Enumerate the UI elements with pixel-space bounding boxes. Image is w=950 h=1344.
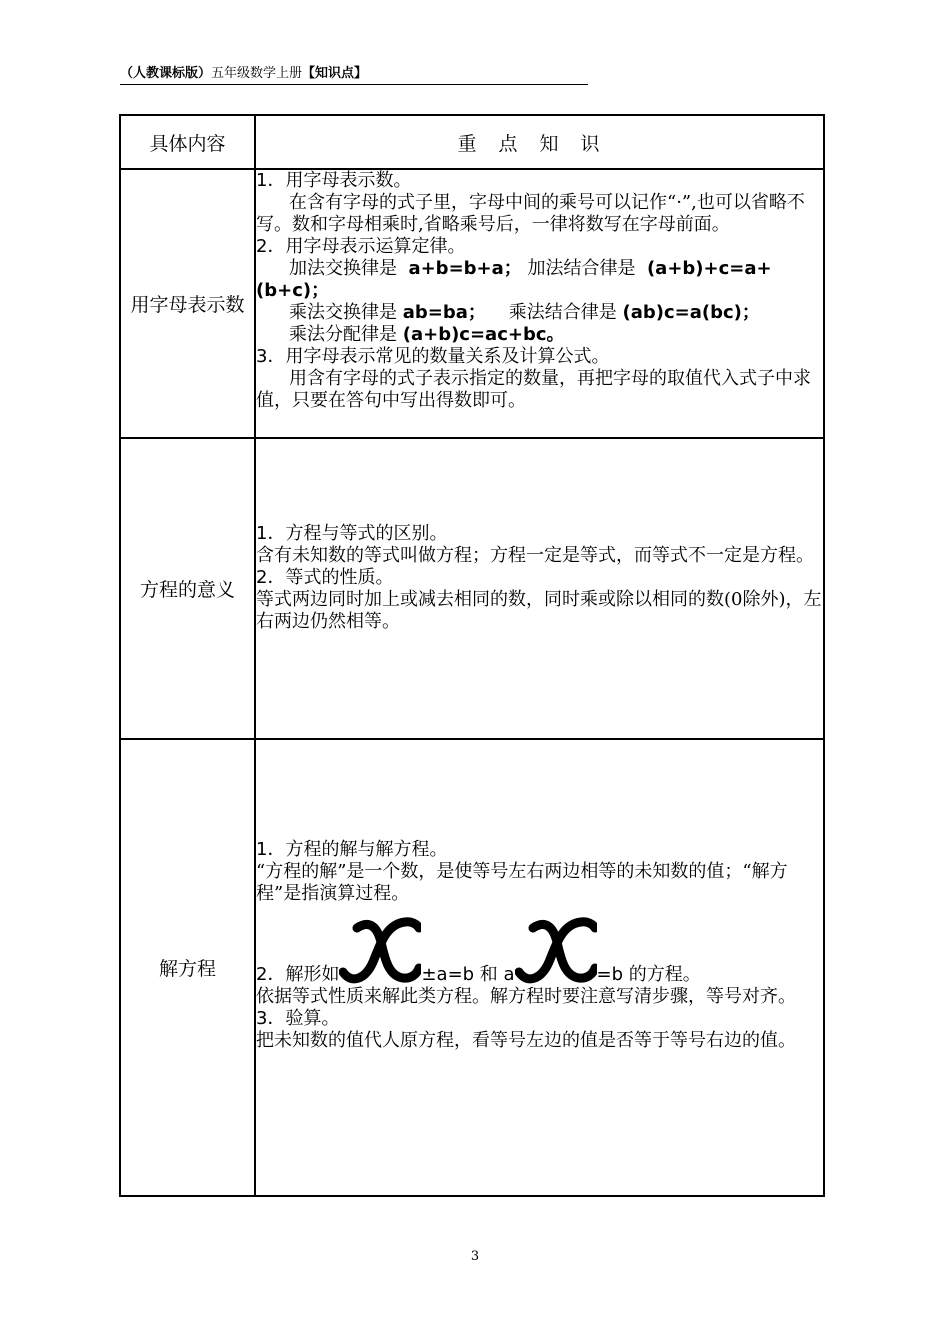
table-row bbox=[120, 739, 824, 1196]
paragraph: 把未知数的值代人原方程，看等号左边的值是否等于等号右边的值。 bbox=[256, 1030, 796, 1052]
section-heading: 1．方程与等式的区别。 bbox=[256, 523, 448, 545]
column-header-content: 具体内容 bbox=[120, 115, 255, 169]
row-title-letters: 用字母表示数 bbox=[120, 169, 255, 438]
header-grade: 五年级数学上册 bbox=[211, 66, 303, 81]
x-variable-icon bbox=[515, 914, 597, 986]
section-heading: 3．用字母表示常见的数量关系及计算公式。 bbox=[256, 346, 610, 368]
section-heading: 2．等式的性质。 bbox=[256, 567, 394, 589]
knowledge-table bbox=[119, 114, 825, 1197]
section-heading: 1．方程的解与解方程。 bbox=[256, 839, 448, 861]
row-title-solve-equation: 解方程 bbox=[120, 739, 255, 1196]
equation-form-line: 2．解形如 ±a=b 和 a =b 的方程。 bbox=[256, 911, 823, 986]
law-addition: 加法交换律是 a+b=b+a； 加法结合律是 (a+b)+c=a+(b+c)； bbox=[256, 258, 772, 302]
table-row bbox=[120, 438, 824, 739]
paragraph: “方程的解”是一个数，是使等号左右两边相等的未知数的值；“解方程”是指演算过程。 bbox=[256, 861, 788, 905]
row-content-equation-meaning bbox=[255, 438, 824, 739]
page-number: 3 bbox=[470, 1249, 480, 1264]
x-variable-icon bbox=[339, 914, 421, 986]
section-heading: 2．用字母表示运算定律。 bbox=[256, 236, 466, 258]
row-content-solve-equation bbox=[255, 739, 824, 1196]
paragraph: 等式两边同时加上或减去相同的数，同时乘或除以相同的数(0除外)，左右两边仍然相等。 bbox=[256, 589, 822, 633]
column-header-knowledge: 重点知识 bbox=[255, 115, 824, 169]
paragraph: 含有未知数的等式叫做方程；方程一定是等式，而等式不一定是方程。 bbox=[256, 545, 814, 567]
header-topic: 【知识点】 bbox=[302, 66, 368, 81]
paragraph: 在含有字母的式子里，字母中间的乘号可以记作“·”,也可以省略不写。数和字母相乘时,省略乘号后，一律将数写在字母前面。 bbox=[256, 192, 805, 236]
paragraph: 依据等式性质来解此类方程。解方程时要注意写清步骤，等号对齐。 bbox=[256, 986, 796, 1008]
section-heading: 3．验算。 bbox=[256, 1008, 340, 1030]
paragraph: 用含有字母的式子表示指定的数量，再把字母的取值代入式子中求值，只要在答句中写出得数即可。 bbox=[256, 368, 811, 412]
law-distributive: 乘法分配律是 (a+b)c=ac+bc。 bbox=[289, 324, 565, 346]
page-header bbox=[120, 66, 588, 85]
header-edition: （人教课标版） bbox=[120, 66, 212, 81]
row-content-letters bbox=[255, 169, 824, 438]
section-heading: 1．用字母表示数。 bbox=[256, 170, 412, 192]
table-header-row bbox=[120, 115, 824, 169]
table-row bbox=[120, 169, 824, 438]
law-multiplication: 乘法交换律是 ab=ba； 乘法结合律是 (ab)c=a(bc)； bbox=[289, 302, 760, 324]
row-title-equation-meaning: 方程的意义 bbox=[120, 438, 255, 739]
